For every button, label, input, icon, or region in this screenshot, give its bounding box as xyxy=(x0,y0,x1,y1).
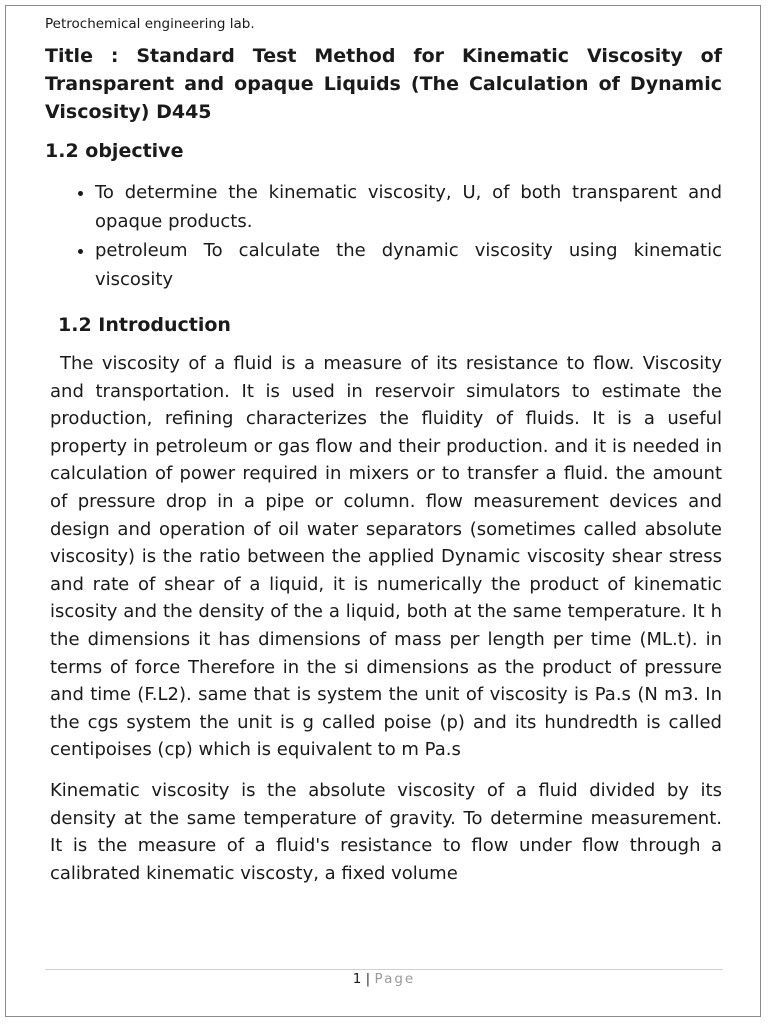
objective-heading: 1.2 objective xyxy=(45,140,184,162)
introduction-paragraph: The viscosity of a fluid is a measure of its resistance to flow. Viscosity and transportation. It is used in reservoir simulators to estimate the production, refining characterizes the fluidity of fluids. It is a useful property in petroleum or gas flow and their production. and it is needed in calculation of power required in mixers or to transfer a fluid. the amount of pressure drop in a pipe or column. flow measurement devices and design and operation of oil water separators (sometimes called absolute viscosity) is the ratio between the applied Dynamic viscosity shear stress and rate of shear of a liquid, it is numerically the product of kinematic iscosity and the density of the a liquid, both at the same temperature. It h the dimensions it has dimensions of mass per length per time (ML.t). in terms of force Therefore in the si dimensions as the product of pressure and time (F.L2). same that is system the unit of viscosity is Pa.s (N m3. In the cgs system the unit is g called poise (p) and its hundredth is called centipoises (cp) which is equivalent to m Pa.s xyxy=(50,353,722,761)
document-body xyxy=(45,16,722,887)
page-number: 1 xyxy=(352,971,362,987)
footer-separator: | xyxy=(365,971,371,987)
page-header: Petrochemical engineering lab. xyxy=(45,16,255,32)
objective-list xyxy=(45,178,722,294)
page-label: Page xyxy=(374,971,416,987)
footer-divider xyxy=(45,969,723,970)
objective-item: • petroleum To calculate the dynamic viscosity using kinematic viscosity xyxy=(95,236,722,294)
introduction-paragraph: Kinematic viscosity is the absolute viscosity of a fluid divided by its density at the same temperature of gravity. To determine measurement. It is the measure of a fluid's resistance to flow under flow through a calibrated kinematic viscosty, a fixed volume xyxy=(50,779,722,884)
page-footer xyxy=(0,971,768,987)
objective-item: • To determine the kinematic viscosity, U, of both transparent and opaque products. xyxy=(95,178,722,236)
introduction-heading: 1.2 Introduction xyxy=(58,314,231,336)
document-title: Title : Standard Test Method for Kinematic Viscosity of Transparent and opaque Liquids (The Calculation of Dynamic Viscosity) D445 xyxy=(45,45,722,123)
